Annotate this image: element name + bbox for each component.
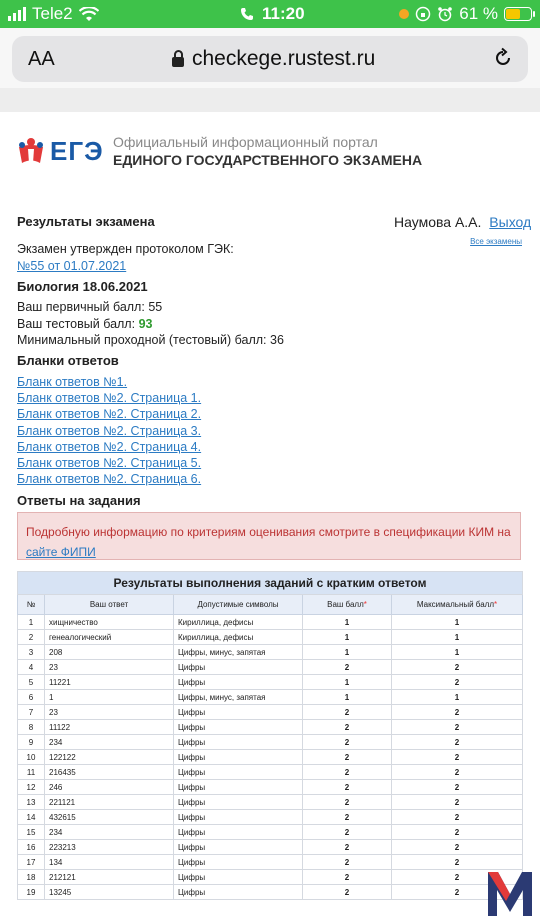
max-score-cell: 2 <box>392 735 523 750</box>
table-row <box>18 810 523 825</box>
blank-link[interactable]: Бланк ответов №2. Страница 4. <box>17 440 202 454</box>
table-row <box>18 660 523 675</box>
page-content <box>0 112 540 920</box>
info-alert <box>17 512 521 560</box>
allowed-symbols-cell: Цифры <box>174 675 303 690</box>
row-number: 3 <box>18 645 45 660</box>
allowed-symbols-cell: Цифры <box>174 870 303 885</box>
orientation-lock-icon <box>415 6 431 22</box>
col-header: Ваш ответ <box>45 595 174 615</box>
answer-cell: 13245 <box>45 885 174 900</box>
answer-cell: 212121 <box>45 870 174 885</box>
score-cell: 1 <box>303 645 392 660</box>
allowed-symbols-cell: Цифры <box>174 855 303 870</box>
primary-score-row <box>17 300 162 314</box>
row-number: 6 <box>18 690 45 705</box>
blanks-title: Бланки ответов <box>17 353 119 368</box>
max-score-cell: 2 <box>392 705 523 720</box>
fipi-link[interactable]: сайте ФИПИ <box>26 545 96 559</box>
answer-cell: 221121 <box>45 795 174 810</box>
score-cell: 2 <box>303 825 392 840</box>
row-number: 2 <box>18 630 45 645</box>
battery-icon <box>504 7 532 21</box>
row-number: 17 <box>18 855 45 870</box>
blank-link[interactable]: Бланк ответов №2. Страница 3. <box>17 424 202 438</box>
allowed-symbols-cell: Цифры <box>174 780 303 795</box>
answer-cell: 223213 <box>45 840 174 855</box>
row-number: 19 <box>18 885 45 900</box>
url-text[interactable]: checkege.rustest.ru <box>192 47 376 70</box>
allowed-symbols-cell: Цифры <box>174 765 303 780</box>
results-table <box>17 571 523 900</box>
row-number: 5 <box>18 675 45 690</box>
logo-text: ЕГЭ <box>50 136 104 166</box>
answer-cell: 11221 <box>45 675 174 690</box>
min-score-row <box>17 333 284 347</box>
table-row <box>18 735 523 750</box>
table-row <box>18 720 523 735</box>
answer-cell: 432615 <box>45 810 174 825</box>
max-score-cell: 2 <box>392 870 523 885</box>
table-row <box>18 630 523 645</box>
col-header: Допустимые символы <box>174 595 303 615</box>
max-score-cell: 2 <box>392 765 523 780</box>
max-score-cell: 2 <box>392 855 523 870</box>
row-number: 9 <box>18 735 45 750</box>
table-row <box>18 765 523 780</box>
reader-options-button[interactable]: AA <box>28 48 55 70</box>
blank-link[interactable]: Бланк ответов №1. <box>17 375 128 389</box>
portal-subtitle: Официальный информационный портал <box>113 134 378 150</box>
allowed-symbols-cell: Цифры <box>174 660 303 675</box>
row-number: 8 <box>18 720 45 735</box>
table-row <box>18 885 523 900</box>
answer-cell: 234 <box>45 825 174 840</box>
row-number: 11 <box>18 765 45 780</box>
allowed-symbols-cell: Цифры <box>174 810 303 825</box>
answer-cell: 23 <box>45 660 174 675</box>
table-row <box>18 690 523 705</box>
table-row <box>18 645 523 660</box>
row-number: 13 <box>18 795 45 810</box>
blank-link[interactable]: Бланк ответов №2. Страница 5. <box>17 456 202 470</box>
score-cell: 2 <box>303 840 392 855</box>
answer-cell: 11122 <box>45 720 174 735</box>
max-score-cell: 2 <box>392 720 523 735</box>
score-cell: 1 <box>303 630 392 645</box>
answer-cell: 234 <box>45 735 174 750</box>
allowed-symbols-cell: Цифры <box>174 840 303 855</box>
reload-icon[interactable] <box>492 47 514 69</box>
answer-cell: 134 <box>45 855 174 870</box>
allowed-symbols-cell: Кириллица, дефисы <box>174 615 303 630</box>
exam-title: Биология 18.06.2021 <box>17 279 148 294</box>
max-score-cell: 2 <box>392 660 523 675</box>
browser-toolbar <box>0 28 540 88</box>
allowed-symbols-cell: Цифры, минус, запятая <box>174 690 303 705</box>
watermark-logo <box>484 866 536 920</box>
score-cell: 2 <box>303 795 392 810</box>
score-cell: 2 <box>303 720 392 735</box>
portal-title: ЕДИНОГО ГОСУДАРСТВЕННОГО ЭКЗАМЕНА <box>113 152 423 168</box>
row-number: 16 <box>18 840 45 855</box>
table-row <box>18 615 523 630</box>
max-score-cell: 2 <box>392 750 523 765</box>
row-number: 10 <box>18 750 45 765</box>
col-header: № <box>18 595 45 615</box>
table-caption: Результаты выполнения заданий с кратким ответом <box>18 572 523 595</box>
allowed-symbols-cell: Цифры <box>174 885 303 900</box>
allowed-symbols-cell: Кириллица, дефисы <box>174 630 303 645</box>
primary-score-label: Ваш первичный балл: <box>17 300 145 314</box>
blank-link[interactable]: Бланк ответов №2. Страница 6. <box>17 472 202 486</box>
row-number: 14 <box>18 810 45 825</box>
phone-icon <box>240 7 254 21</box>
answer-cell: 208 <box>45 645 174 660</box>
score-cell: 2 <box>303 735 392 750</box>
table-row <box>18 825 523 840</box>
score-cell: 1 <box>303 675 392 690</box>
ege-logo-icon <box>16 137 46 167</box>
clock: 11:20 <box>262 4 305 23</box>
score-cell: 2 <box>303 885 392 900</box>
table-row <box>18 870 523 885</box>
results-title: Результаты экзамена <box>17 214 155 229</box>
row-number: 12 <box>18 780 45 795</box>
alarm-icon <box>437 6 453 22</box>
test-score-row <box>17 317 152 331</box>
wifi-icon <box>79 7 99 22</box>
score-cell: 2 <box>303 855 392 870</box>
status-bar <box>0 0 540 28</box>
row-number: 4 <box>18 660 45 675</box>
test-score-label: Ваш тестовый балл: <box>17 317 136 331</box>
min-score-label: Минимальный проходной (тестовый) балл: <box>17 333 267 347</box>
signal-icon <box>8 7 26 21</box>
answer-cell: 1 <box>45 690 174 705</box>
answer-cell: 216435 <box>45 765 174 780</box>
test-score-value: 93 <box>138 317 153 331</box>
col-header: Ваш балл* <box>303 595 392 615</box>
score-cell: 2 <box>303 705 392 720</box>
score-cell: 1 <box>303 690 392 705</box>
max-score-cell: 2 <box>392 675 523 690</box>
row-number: 7 <box>18 705 45 720</box>
max-score-cell: 1 <box>392 645 523 660</box>
max-score-cell: 2 <box>392 840 523 855</box>
col-header: Максимальный балл* <box>392 595 523 615</box>
logout-link[interactable]: Выход <box>489 214 532 230</box>
answer-cell: 246 <box>45 780 174 795</box>
allowed-symbols-cell: Цифры <box>174 735 303 750</box>
alert-text: Подробную информацию по критериям оценивания смотрите в спецификации КИМ на <box>26 525 511 539</box>
answer-cell: генеалогический <box>45 630 174 645</box>
row-number: 15 <box>18 825 45 840</box>
user-name: Наумова А.А. <box>394 214 482 230</box>
allowed-symbols-cell: Цифры <box>174 720 303 735</box>
protocol-link[interactable]: №55 от 01.07.2021 <box>17 259 127 273</box>
table-row <box>18 795 523 810</box>
allowed-symbols-cell: Цифры <box>174 750 303 765</box>
max-score-cell: 1 <box>392 630 523 645</box>
blank-link[interactable]: Бланк ответов №2. Страница 2. <box>17 407 202 421</box>
score-cell: 2 <box>303 750 392 765</box>
lock-icon <box>172 57 184 67</box>
max-score-cell: 2 <box>392 780 523 795</box>
address-bar[interactable] <box>12 36 528 82</box>
battery-percent: 61 % <box>459 4 498 23</box>
blank-link[interactable]: Бланк ответов №2. Страница 1. <box>17 391 202 405</box>
primary-score-value: 55 <box>148 300 163 314</box>
table-row <box>18 705 523 720</box>
answer-cell: 23 <box>45 705 174 720</box>
table-row <box>18 780 523 795</box>
score-cell: 2 <box>303 780 392 795</box>
carrier-label: Tele2 <box>32 4 73 23</box>
answer-cell: 122122 <box>45 750 174 765</box>
user-block <box>394 214 531 230</box>
max-score-cell: 2 <box>392 825 523 840</box>
table-row <box>18 675 523 690</box>
mic-indicator-icon <box>399 9 409 19</box>
allowed-symbols-cell: Цифры <box>174 825 303 840</box>
table-row <box>18 750 523 765</box>
table-row <box>18 855 523 870</box>
score-cell: 1 <box>303 615 392 630</box>
ege-logo[interactable] <box>16 136 104 167</box>
all-exams-link[interactable]: Все экзамены <box>470 237 522 246</box>
allowed-symbols-cell: Цифры <box>174 795 303 810</box>
max-score-cell: 2 <box>392 795 523 810</box>
protocol-label: Экзамен утвержден протоколом ГЭК: <box>17 242 234 256</box>
page-top-gap <box>0 88 540 113</box>
table-row <box>18 840 523 855</box>
allowed-symbols-cell: Цифры, минус, запятая <box>174 645 303 660</box>
score-cell: 2 <box>303 810 392 825</box>
row-number: 1 <box>18 615 45 630</box>
max-score-cell: 2 <box>392 885 523 900</box>
score-cell: 2 <box>303 765 392 780</box>
max-score-cell: 1 <box>392 615 523 630</box>
min-score-value: 36 <box>270 333 284 347</box>
score-cell: 2 <box>303 660 392 675</box>
score-cell: 2 <box>303 870 392 885</box>
answers-title: Ответы на задания <box>17 493 141 508</box>
max-score-cell: 1 <box>392 690 523 705</box>
row-number: 18 <box>18 870 45 885</box>
allowed-symbols-cell: Цифры <box>174 705 303 720</box>
max-score-cell: 2 <box>392 810 523 825</box>
answer-cell: хищничество <box>45 615 174 630</box>
